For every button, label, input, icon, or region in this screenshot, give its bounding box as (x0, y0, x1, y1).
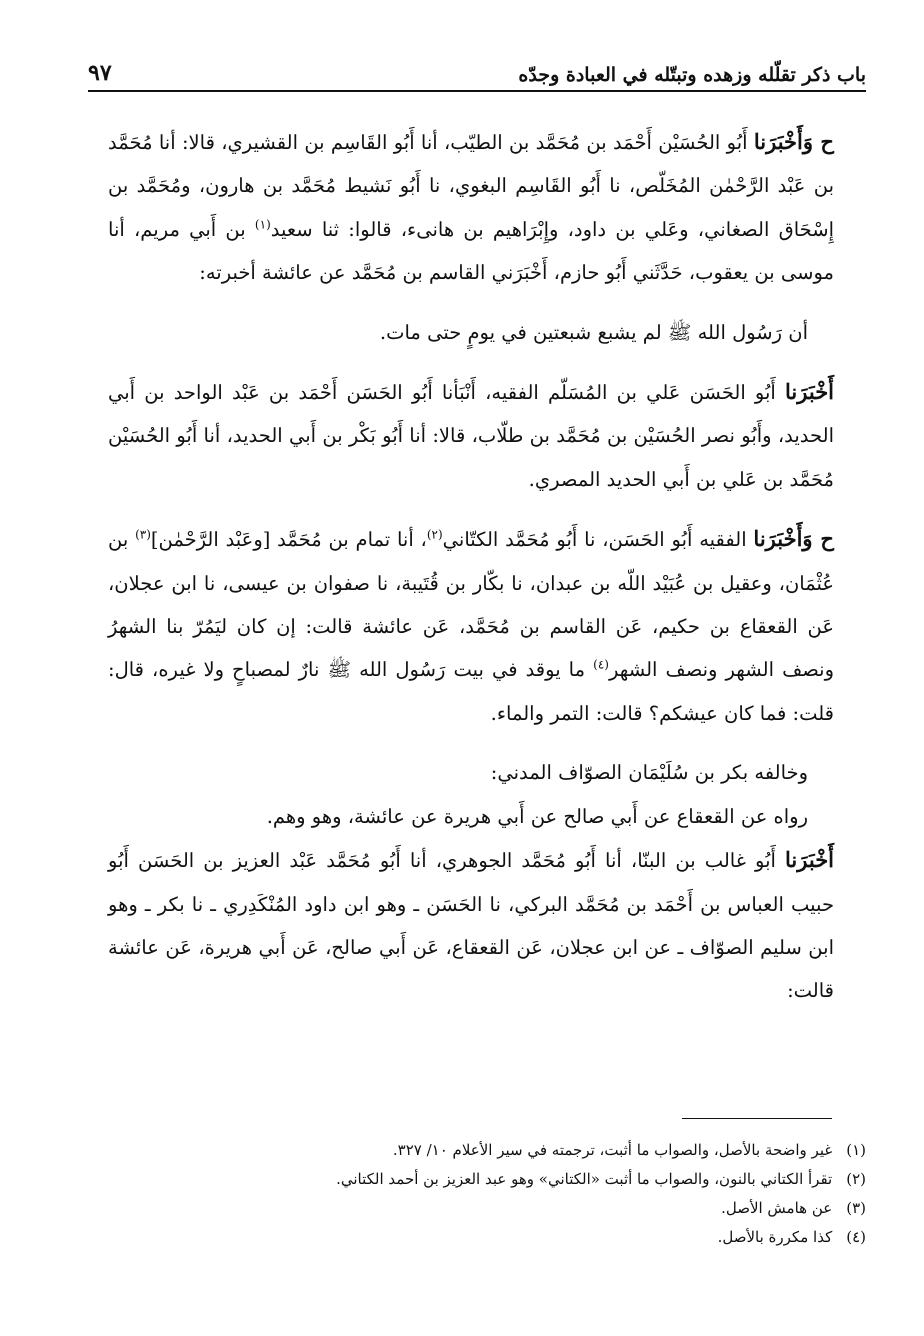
paragraph-text: الفقيه أَبُو الحَسَن، نا أَبُو مُحَمَّد الكتّاني (442, 528, 747, 552)
paragraph-lead: ح وَأَخْبَرَنا (753, 129, 834, 154)
paragraph-text: بن عُثْمَان، وعقيل بن عُبَيْد اللّه بن عبدان، نا بكّار بن قُتَيبة، نا صفوان بن عيسى، نا ابن عجلان، عَن القعقاع بن حكيم، عَن القاسم بن مُحَمَّد، عَن عائشة قالت: إن كان ليَمُرّ بنا الشهرُ ونصف الشهر ونصف الشهر (108, 528, 835, 682)
footnote-divider (682, 1118, 832, 1119)
footnote-marker: (٤) (593, 657, 609, 672)
paragraph-text: بن أَبي مريم، أنا موسى بن يعقوب، حَدَّثَني أَبُو حازم، أَخْبَرَني القاسم بن مُحَمَّد عن عائشة أخبرته: (108, 217, 834, 285)
footnote-marker: (٣) (135, 527, 151, 542)
footnote-number: (٤) (846, 1228, 866, 1246)
footnotes (108, 1136, 866, 1252)
paragraph-1 (108, 120, 834, 295)
paragraph-lead: ح وَأَخْبَرَنا (753, 526, 834, 552)
footnote-item (108, 1165, 866, 1194)
footnote-text: كذا مكررة بالأصل. (717, 1228, 833, 1246)
body-text (108, 120, 834, 1013)
paragraph-lead: أَخْبَرَنا (785, 379, 835, 405)
paragraph-text: أَبُو الحَسَن عَلي بن المُسَلّم الفقيه، أَنْبَأنا أَبُو الحَسَن أَحْمَد بن عَبْد الواحد بن أَبي الحديد، وأَبُو نصر الحُسَيْن بن مُحَمَّد بن طلّاب، قالا: أنا أَبُو بَكْر بن أَبي الحديد، أنا أَبُو الحُسَيْن مُحَمَّد بن عَلي بن أَبي الحديد المصري. (108, 381, 834, 491)
footnote-item (108, 1223, 866, 1252)
footnote-marker: (٢) (426, 527, 443, 542)
footnote-number: (٣) (846, 1199, 866, 1217)
paragraph-text: رواه عن القعقاع عن أَبي صالح عن أَبي هريرة عن عائشة، وهو وهم. (266, 804, 808, 828)
footnote-text: تقرأ الكتاني بالنون، والصواب ما أثبت «الكتاني» وهو عبد العزيز بن أحمد الكتاني. (336, 1170, 833, 1188)
footnote-marker: (١) (254, 217, 271, 232)
paragraph-4 (108, 517, 834, 735)
paragraph-5 (108, 751, 834, 794)
footnote-number: (١) (846, 1141, 866, 1159)
paragraph-text: أَبُو الحُسَيْن أَحْمَد بن مُحَمَّد بن الطيّب، أنا أَبُو القَاسِم بن القشيري، قالا: أنا مُحَمَّد بن عَبْد الرَّحْمٰن المُخَلّص، نا أَبُو القَاسِم البغوي، نا أَبُو نَشيط مُحَمَّد بن هارون، ومُحَمَّد بن إِسْحَاق الصغاني، وعَلي بن داود، وإِبْرَاهيم بن هانىء، قالوا: ثنا سعيد (108, 131, 834, 241)
footnote-text: عن هامش الأصل. (721, 1199, 833, 1217)
paragraph-6 (108, 795, 834, 838)
footnote-text: غير واضحة بالأصل، والصواب ما أثبت، ترجمته في سير الأعلام ١٠/ ٣٢٧. (392, 1141, 833, 1159)
footnote-item (108, 1136, 866, 1165)
page-number: ٩٧ (88, 60, 112, 86)
page-header (88, 52, 866, 92)
paragraph-text: أن رَسُول الله ﷺ لم يشبع شبعتين في يومٍ حتى مات. (379, 320, 808, 344)
paragraph-text: وخالفه بكر بن سُلَيْمَان الصوّاف المدني: (490, 761, 808, 785)
paragraph-7 (108, 838, 834, 1013)
paragraph-lead: أَخْبَرَنا (785, 847, 835, 873)
footnote-item (108, 1194, 866, 1223)
paragraph-text: ، أنا تمام بن مُحَمَّد [وعَبْد الرَّحْمٰن] (150, 528, 427, 552)
running-title: باب ذكر تقلّله وزهده وتبتّله في العبادة وجدّه (518, 64, 866, 86)
paragraph-3 (108, 370, 834, 501)
paragraph-text: أَبُو غالب بن البنّا، أنا أَبُو مُحَمَّد الجوهري، أنا أَبُو مُحَمَّد عَبْد العزيز بن الحَسَن أَبُو حبيب العباس بن أَحْمَد بن مُحَمَّد البركي، نا الحَسَن ـ وهو ابن داود المُنْكَدِري ـ نا بكر ـ وهو ابن سليم الصوّاف ـ عن ابن عجلان، عَن القعقاع، عَن أَبي صالح، عَن أَبي هريرة، عَن عائشة قالت: (108, 849, 834, 1003)
footnote-number: (٢) (846, 1170, 866, 1188)
paragraph-text: ما يوقد في بيت رَسُول الله ﷺ نارٌ لمصباحٍ ولا غيره، قال: قلت: فما كان عيشكم؟ قالت: التمر والماء. (108, 658, 834, 725)
paragraph-2 (108, 311, 834, 354)
